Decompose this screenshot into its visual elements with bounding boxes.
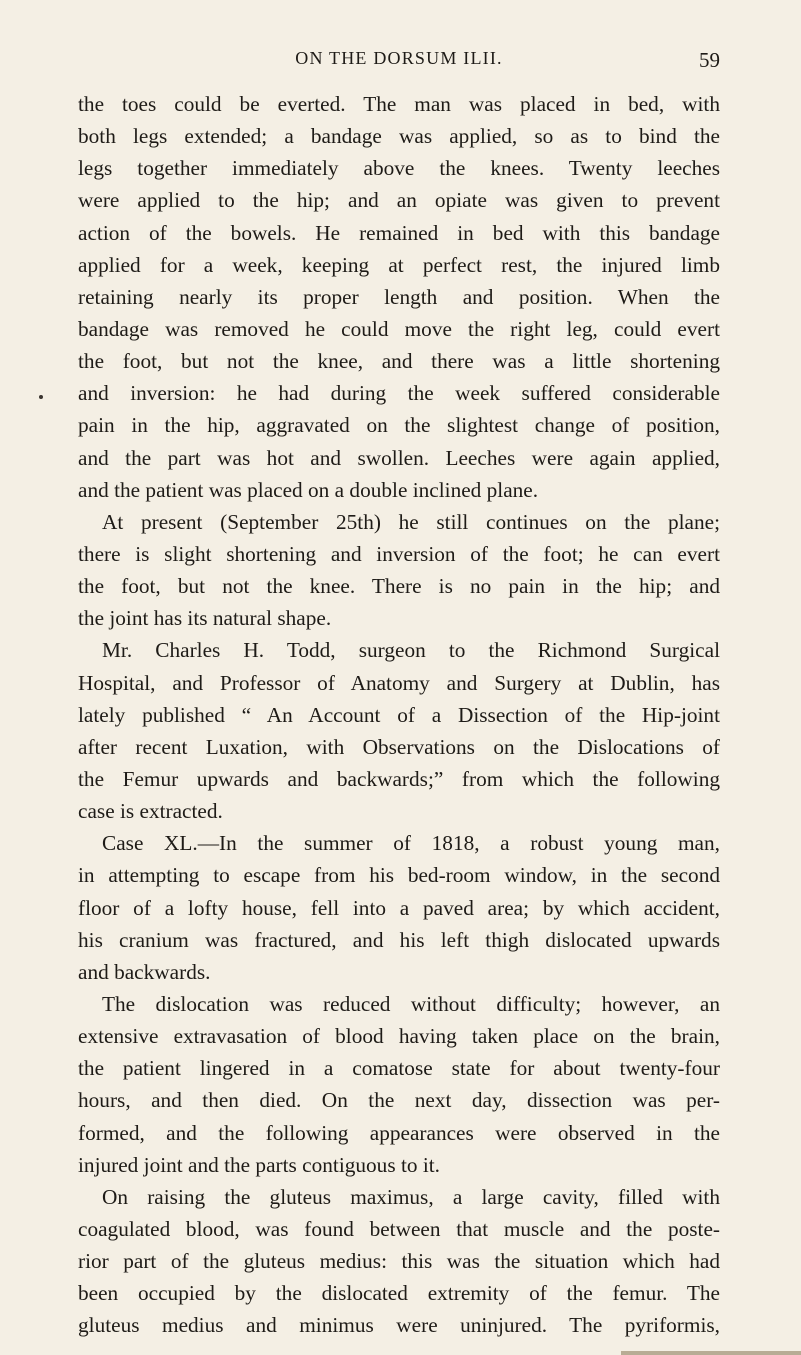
text-line: Hospital, and Professor of Anatomy and Surgery at Dublin, has [78,670,720,695]
text-line: case is extracted. [78,799,223,824]
text-line: and inversion: he had during the week suffered considerable [78,381,720,406]
text-line: retaining nearly its proper length and position. When the [78,284,720,309]
text-line: pain in the hip, aggravated on the slightest change of position, [78,413,720,438]
text-line: gluteus medius and minimus were uninjured. The pyriformis, [78,1313,720,1338]
text-line: extensive extravasation of blood having taken place on the brain, [78,1024,720,1049]
running-head-title: ON THE DORSUM ILII. [295,48,503,68]
text-line: after recent Luxation, with Observations on the Dislocations of [78,734,720,759]
text-line: the Femur upwards and backwards;” from which the following [78,766,720,791]
running-head [78,48,720,78]
text-line: action of the bowels. He remained in bed with this bandage [78,220,720,245]
text-line: the patient lingered in a comatose state for about twenty-four [78,1056,720,1081]
text-line: the joint has its natural shape. [78,606,332,631]
paragraph-start-line: At present (September 25th) he still continues on the plane; [102,509,720,534]
text-line: floor of a lofty house, fell into a paved area; by which accident, [78,895,720,920]
text-line: there is slight shortening and inversion of the foot; he can evert [78,541,720,566]
text-line: both legs extended; a bandage was applied, so as to bind the [78,124,720,149]
text-line: coagulated blood, was found between that muscle and the poste- [78,1216,720,1241]
text-line: the toes could be everted. The man was placed in bed, with [78,92,720,116]
paragraph-start-line: Mr. Charles H. Todd, surgeon to the Richmond Surgical [102,638,720,663]
body-text [78,88,720,1341]
text-line: applied for a week, keeping at perfect rest, the injured limb [78,252,720,277]
text-line: his cranium was fractured, and his left thigh dislocated upwards [78,927,720,952]
text-line: and backwards. [78,959,211,984]
text-line: the foot, but not the knee. There is no pain in the hip; and [78,574,720,599]
text-line: hours, and then died. On the next day, dissection was per- [78,1088,720,1113]
text-line: bandage was removed he could move the right leg, could evert [78,316,720,341]
text-line: and the part was hot and swollen. Leeches were again applied, [78,445,720,470]
text-line: injured joint and the parts contiguous to it. [78,1152,440,1177]
page-number: 59 [699,48,720,72]
paragraph-start-line: The dislocation was reduced without difficulty; however, an [102,991,720,1016]
text-line: formed, and the following appearances were observed in the [78,1120,720,1145]
text-line: the foot, but not the knee, and there was a little shortening [78,349,720,374]
text-line: were applied to the hip; and an opiate was given to prevent [78,188,720,213]
text-line: rior part of the gluteus medius: this was the situation which had [78,1249,720,1274]
text-line: in attempting to escape from his bed-room window, in the second [78,863,720,888]
text-line: been occupied by the dislocated extremity of the femur. The [78,1281,720,1306]
paragraph-start-line: On raising the gluteus maximus, a large cavity, filled with [102,1184,720,1209]
scan-edge-mark [621,1351,801,1355]
text-line: legs together immediately above the knees. Twenty leeches [78,156,720,181]
text-line: and the patient was placed on a double inclined plane. [78,477,539,502]
text-line: lately published “ An Account of a Dissection of the Hip-joint [78,702,720,727]
margin-dot [39,395,43,399]
case-heading-line: Case XL.—In the summer of 1818, a robust young man, [102,831,720,856]
